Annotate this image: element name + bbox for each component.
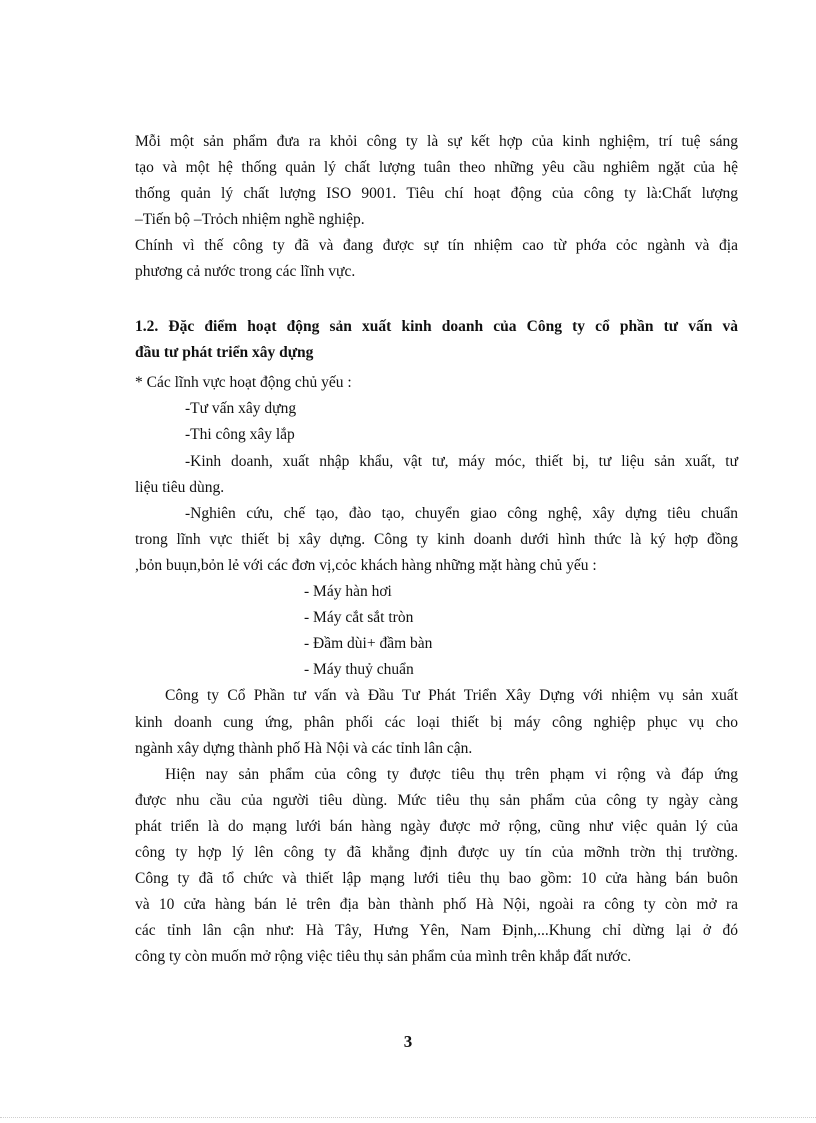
paragraph-1-line-3: thống quản lý chất lượng ISO 9001. Tiêu chí hoạt động của công ty là:Chất lượng (135, 185, 738, 202)
fields-intro: * Các lĩnh vực hoạt động chủ yếu : (135, 374, 352, 391)
paragraph-4-line-7: các tỉnh lân cận như: Hà Tây, Hưng Yên, Nam Định,...Khung chỉ dừng lại ở đó (135, 922, 738, 939)
paragraph-1-line-4: –Tiến bộ –Trỏch nhiệm nghề nghiệp. (135, 211, 365, 228)
product-item-vibrator: - Đầm dùi+ đầm bàn (304, 635, 433, 652)
paragraph-1-line-1: Mỗi một sản phẩm đưa ra khỏi công ty là sự kết hợp của kinh nghiệm, trí tuệ sáng (135, 133, 738, 150)
paragraph-4-line-2: được nhu cầu của người tiêu dùng. Mức tiêu thụ sản phẩm của công ty ngày càng (135, 792, 738, 809)
paragraph-2-line-2: phương cả nước trong các lĩnh vực. (135, 263, 356, 280)
field-item-research-cont-1: trong lĩnh vực thiết bị xây dựng. Công ty kinh doanh dưới hình thức là ký hợp đồng (135, 531, 738, 548)
product-item-welding-machine: - Máy hàn hơi (304, 583, 392, 600)
field-item-research: -Nghiên cứu, chế tạo, đào tạo, chuyển giao công nghệ, xây dựng tiêu chuẩn (185, 505, 738, 522)
field-item-trading: -Kinh doanh, xuất nhập khẩu, vật tư, máy móc, thiết bị, tư liệu sản xuất, tư (185, 453, 738, 470)
paragraph-3-line-3: ngành xây dựng thành phố Hà Nội và các tỉnh lân cận. (135, 740, 473, 757)
section-heading-line-2: đầu tư phát triển xây dựng (135, 344, 314, 361)
product-item-level: - Máy thuỷ chuẩn (304, 661, 414, 678)
paragraph-4-line-3: phát triển là do mạng lưới bán hàng ngày được mở rộng, cũng như việc quản lý của (135, 818, 738, 835)
section-heading-line-1: 1.2. Đặc điểm hoạt động sản xuất kinh doanh của Công ty cổ phần tư vấn và (135, 318, 738, 335)
product-item-round-steel-cutter: - Máy cắt sắt tròn (304, 609, 414, 626)
field-item-research-cont-2: ,bỏn buụn,bỏn lẻ với các đơn vị,cỏc khách hàng những mặt hàng chủ yếu : (135, 557, 597, 574)
field-item-consulting: -Tư vấn xây dựng (185, 400, 297, 417)
paragraph-2-line-1: Chính vì thế công ty đã và đang được sự tín nhiệm cao từ phớa cỏc ngành và địa (135, 237, 738, 254)
paragraph-4-line-8: công ty còn muốn mở rộng việc tiêu thụ sản phẩm của mình trên khắp đất nước. (135, 948, 632, 965)
paragraph-4-line-5: Công ty đã tổ chức và thiết lập mạng lưới tiêu thụ bao gồm: 10 cửa hàng bán buôn (135, 870, 738, 887)
page-number: 3 (403, 1032, 413, 1051)
paragraph-4-line-4: công ty hợp lý lên công ty đã khẳng định được uy tín của mỡnh trờn thị trường. (135, 844, 738, 861)
paragraph-3-line-2: kinh doanh cung ứng, phân phối các loại thiết bị máy công nghiệp phục vụ cho (135, 714, 738, 731)
paragraph-4-line-6: và 10 cửa hàng bán lẻ trên địa bàn thành phố Hà Nội, ngoài ra công ty còn mở ra (135, 896, 738, 913)
paragraph-4-line-1: Hiện nay sản phẩm của công ty được tiêu thụ trên phạm vi rộng và đáp ứng (165, 766, 738, 783)
page-bottom-border (0, 1117, 816, 1118)
paragraph-3-line-1: Công ty Cổ Phần tư vấn và Đầu Tư Phát Triển Xây Dựng với nhiệm vụ sản xuất (165, 687, 738, 704)
field-item-construction: -Thi công xây lắp (185, 426, 295, 443)
paragraph-1-line-2: tạo và một hệ thống quản lý chất lượng tuân theo những yêu cầu nghiêm ngặt của hệ (135, 159, 738, 176)
field-item-trading-cont: liệu tiêu dùng. (135, 479, 225, 496)
